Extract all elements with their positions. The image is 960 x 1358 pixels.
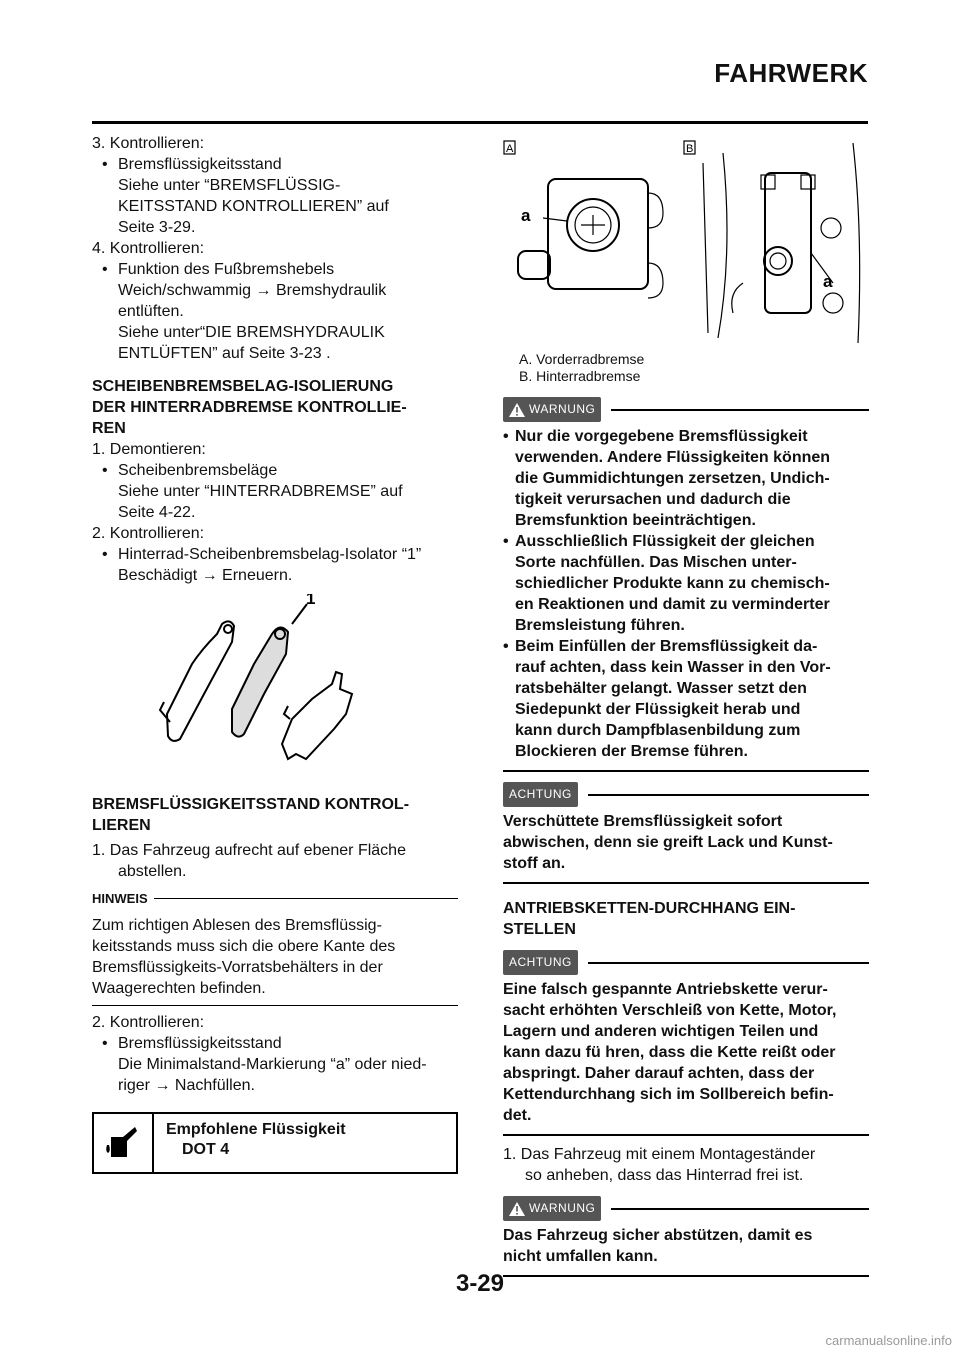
- pad-step-2-bullet: • Hinterrad-Scheibenbremsbelag-Isolator “1”: [102, 546, 422, 563]
- left-column: [92, 133, 458, 1174]
- header-rule: [92, 121, 868, 124]
- page-number: 3-29: [455, 1270, 505, 1297]
- caution-2-header: [503, 950, 869, 975]
- hinweis-header: HINWEIS: [92, 888, 458, 909]
- pad-step-1-text: Siehe unter “HINTERRADBREMSE” auf Seite 4-22.: [118, 483, 403, 521]
- warning-1-body: [503, 426, 869, 762]
- warning-2-text: Das Fahrzeug sicher abstützen, damit es nicht umfallen kann.: [503, 1227, 813, 1265]
- spec-value: DOT 4: [182, 1141, 230, 1158]
- warning-1-bullet-3: • Beim Einfüllen der Bremsflüssigkeit da- rauf achten, dass kein Wasser in den Vor- ratsbehälter gelangt. Wasser setzt den Siedepunkt der Flüssigkeit herab und kann durch Dampfblasenbildung zum Blockieren der Bremse führen.: [503, 638, 831, 760]
- brake-reservoir-figures: [503, 133, 869, 351]
- oil-can-icon: [94, 1114, 154, 1172]
- fig-mark-a: a: [521, 206, 531, 225]
- fluid-step-2: 2. Kontrollieren:: [92, 1014, 205, 1031]
- step-4-bullet: • Funktion des Fußbremshebels: [102, 261, 335, 278]
- brake-pad-illustration: [92, 594, 458, 794]
- recommended-fluid-box: [92, 1112, 458, 1174]
- figure-caption: A. Vorderradbremse B. Hinterradbremse: [519, 351, 645, 384]
- step-4: 4. Kontrollieren:: [92, 240, 205, 257]
- warning-icon: [509, 403, 525, 417]
- warning-badge: WARNUNG: [503, 397, 601, 422]
- hinweis-text: Zum richtigen Ablesen des Bremsflüssig- keitsstands muss sich die obere Kante des Bremsflüssigkeits-Vorratsbehälters in der Waagerechten befinden.: [92, 917, 396, 997]
- caution-1-text: Verschüttete Bremsflüssigkeit sofort abwischen, denn sie greift Lack und Kunst- stoff an.: [503, 813, 833, 872]
- fluid-step-2-text: Die Minimalstand-Markierung “a” oder nied- riger → Nachfüllen.: [118, 1056, 427, 1094]
- step-3: 3. Kontrollieren:: [92, 135, 205, 152]
- caution-2-rule: [503, 1134, 869, 1136]
- fluid-step-1-text: abstellen.: [118, 863, 187, 880]
- spec-title: Empfohlene Flüssigkeit: [166, 1121, 346, 1138]
- step-3-bullet: • Bremsflüssigkeitsstand: [102, 156, 282, 173]
- step-3-text: Siehe unter “BREMSFLÜSSIG- KEITSSTAND KONTROLLIEREN” auf Seite 3-29.: [118, 177, 389, 236]
- section-heading-pad-insulator: SCHEIBENBREMSBELAG-ISOLIERUNG DER HINTERRADBREMSE KONTROLLIE- REN: [92, 378, 407, 437]
- pad-step-2: 2. Kontrollieren:: [92, 525, 205, 542]
- chain-step-1-text: so anheben, dass das Hinterrad frei ist.: [525, 1167, 804, 1184]
- fig-label-b: B: [686, 143, 694, 155]
- fig-label-a: A: [506, 143, 514, 155]
- chain-step-1: 1. Das Fahrzeug mit einem Montageständer: [503, 1146, 816, 1163]
- warning-1-header: [503, 397, 869, 422]
- warning-badge-2: WARNUNG: [503, 1196, 601, 1221]
- section-heading-fluid-level: BREMSFLÜSSIGKEITSSTAND KONTROL- LIEREN: [92, 796, 410, 834]
- warning-1-bullet-2: • Ausschließlich Flüssigkeit der gleichen Sorte nachfüllen. Das Mischen unter- schiedlicher Produkte kann zu chemisch- en Reaktionen und damit zu verminderter Bremsleistung führen.: [503, 533, 830, 634]
- pad-step-1-bullet: • Scheibenbremsbeläge: [102, 462, 278, 479]
- warning-1-bullet-1: • Nur die vorgegebene Bremsflüssigkeit verwenden. Andere Flüssigkeiten können die Gummidichtungen zersetzen, Undich- tigkeit verursachen und dadurch die Bremsfunktion beeinträchtigen.: [503, 428, 831, 529]
- warning-2-header: [503, 1196, 869, 1221]
- caution-badge: ACHTUNG: [503, 782, 578, 807]
- right-column: [503, 133, 869, 1285]
- watermark: carmanualsonline.info: [825, 1333, 952, 1348]
- fluid-step-1: 1. Das Fahrzeug aufrecht auf ebener Fläche: [92, 842, 406, 859]
- caution-2-text: Eine falsch gespannte Antriebskette verur- sacht erhöhten Verschleiß von Kette, Motor, Lagern und anderen wichtigen Teilen und kann dazu fü hren, dass die Kette reißt oder abspringt. Daher darauf achten, dass der Kettendurchhang sich im Sollbereich befin- det.: [503, 981, 837, 1124]
- page-title: FAHRWERK: [714, 58, 868, 88]
- caution-1-rule: [503, 882, 869, 884]
- hinweis-rule: [92, 1005, 458, 1006]
- fluid-step-2-bullet: • Bremsflüssigkeitsstand: [102, 1035, 282, 1052]
- pad-step-2-text: Beschädigt → Erneuern.: [118, 567, 293, 584]
- pad-step-1: 1. Demontieren:: [92, 441, 206, 458]
- warning-1-rule: [503, 770, 869, 772]
- fig1-callout: 1: [306, 594, 316, 608]
- fig-mark-b: a: [823, 272, 833, 291]
- caution-badge-2: ACHTUNG: [503, 950, 578, 975]
- warning-icon-2: [509, 1202, 525, 1216]
- step-4-text: Weich/schwammig → Bremshydraulik entlüften. Siehe unter“DIE BREMSHYDRAULIK ENTLÜFTEN” auf Seite 3-23 .: [118, 282, 387, 362]
- section-heading-chain-slack: ANTRIEBSKETTEN-DURCHHANG EIN- STELLEN: [503, 900, 796, 938]
- caution-1-header: [503, 782, 869, 807]
